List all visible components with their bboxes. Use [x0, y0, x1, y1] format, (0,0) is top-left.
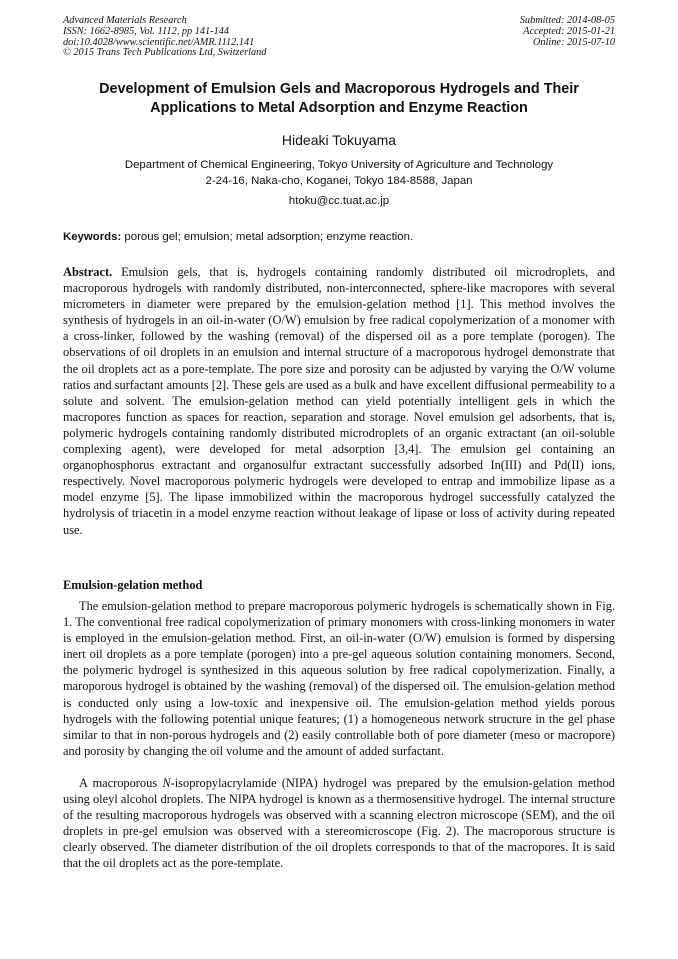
title-line-2: Applications to Metal Adsorption and Enzyme Reaction [150, 100, 528, 116]
keywords-text: porous gel; emulsion; metal adsorption; enzyme reaction. [121, 231, 414, 243]
para2-prefix: A macroporous [79, 776, 163, 790]
copyright-line: © 2015 Trans Tech Publications Ltd, Switzerland [63, 47, 267, 59]
author-name: Hideaki Tokuyama [281, 132, 397, 148]
keywords [63, 229, 413, 245]
publication-dates [520, 16, 615, 48]
section-paragraph-2 [63, 775, 615, 872]
affiliation [40, 157, 638, 189]
accepted-date: Accepted: 2015-01-21 [523, 25, 615, 37]
doi-line: doi:10.4028/www.scientific.net/AMR.1112.141 [63, 36, 255, 48]
para2-italic: N [162, 776, 171, 790]
title-line-1: Development of Emulsion Gels and Macroporous Hydrogels and Their [99, 81, 579, 97]
abstract-label: Abstract. [63, 265, 113, 279]
online-date: Online: 2015-07-10 [532, 36, 615, 48]
section-heading: Emulsion-gelation method [63, 578, 203, 592]
publication-info [63, 16, 266, 59]
affiliation-line-2: 2-24-16, Naka-cho, Koganei, Tokyo 184-8588, Japan [205, 175, 473, 187]
paper-title [40, 80, 638, 118]
submitted-date: Submitted: 2014-08-05 [519, 15, 615, 26]
affiliation-line-1: Department of Chemical Engineering, Tokyo University of Agriculture and Technology [124, 159, 554, 171]
author-email: htoku@cc.tuat.ac.jp [288, 195, 390, 207]
section-paragraph-1: The emulsion-gelation method to prepare macroporous polymeric hydrogels is schematically shown in Fig. 1. The conventional free radical copolymerization of primary monomers with cross-linking monomers in water is employed in the emulsion-gelation method. First, an oil-in-water (O/W) emulsion is formed by dispersing inert oil droplets as a pore template (porogen) into a pre-gel aqueous solution containing monomers. Second, the polymeric hydrogel is synthesized in this aqueous solution by free radical copolymerization. Finally, a maroporous hydrogel is obtained by the washing (removal) of the dispersed oil. The emulsion-gelation method is conducted only using a low-toxic and inexpensive oil. The emulsion-gelation method yields porous hydrogels with the following potential unique features; (1) a homogeneous network structure in the gel phase similar to that in non-porous hydrogels and (2) easily controllable both of pore diameter (meso or macropore) and porosity by changing the oil volume and the amount of added surfactant. [63, 599, 615, 758]
issn-line: ISSN: 1662-8985, Vol. 1112, pp 141-144 [63, 25, 230, 37]
para2-rest: -isopropylacrylamide (NIPA) hydrogel was prepared by the emulsion-gelation method using oleyl alcohol droplets. The NIPA hydrogel is known as a thermosensitive hydrogel. The internal structure of the resulting macroporous hydrogels was observed with a scanning electron microscope (SEM), and the oil droplets in pre-gel emulsion was observed with a stereomicroscope (Fig. 2). The macroporous structure is clearly observed. The diameter distribution of the oil droplets corresponds to that of the macropores. It is said that the oil droplets act as the pore-template. [63, 776, 615, 871]
keywords-label: Keywords: [63, 231, 122, 243]
journal-name: Advanced Materials Research [63, 15, 187, 26]
abstract-text: Emulsion gels, that is, hydrogels containing randomly distributed oil microdroplets, and macroporous hydrogels with randomly distributed, non-interconnected, sphere-like macropores with several micrometers in diameter were prepared by the emulsion-gelation method [1]. This method involves the synthesis of hydrogels in an oil-in-water (O/W) emulsion by free radical copolymerization of a monomer with a cross-linker, followed by the washing (removal) of the dispersed oil as a pore template (porogen). The observations of oil droplets in an emulsion and internal structure of a macroporous hydrogel demonstrate that the oil droplets act as a pore-template. The pore size and porosity can be adjusted by varying the O/W volume ratios and surfactant amounts [2]. These gels are used as a bulk and have excellent diffusional permeability to a solute and solvent. The emulsion-gelation method can yield potentially intelligent gels in which the macropores function as spaces for reaction, separation and storage. Novel emulsion gel adsorbents, that is, polymeric hydrogels containing randomly distributed microdroplets of an organic extractant (an oil-soluble complexing agent), were developed for metal adsorption [3,4]. The emulsion gel containing an organophosphorus extractant and organosulfur extractant successfully adsorbed In(III) and Pd(II) ions, respectively. Novel macroporous polymeric hydrogels were developed to entrap and immobilize lipase as a model enzyme [5]. The lipase immobilized within the macroporous hydrogel successfully catalyzed the hydrolysis of triacetin in a model enzyme reaction without leakage of lipase or loss of activity during repeated use. [63, 265, 615, 537]
abstract [63, 264, 615, 538]
